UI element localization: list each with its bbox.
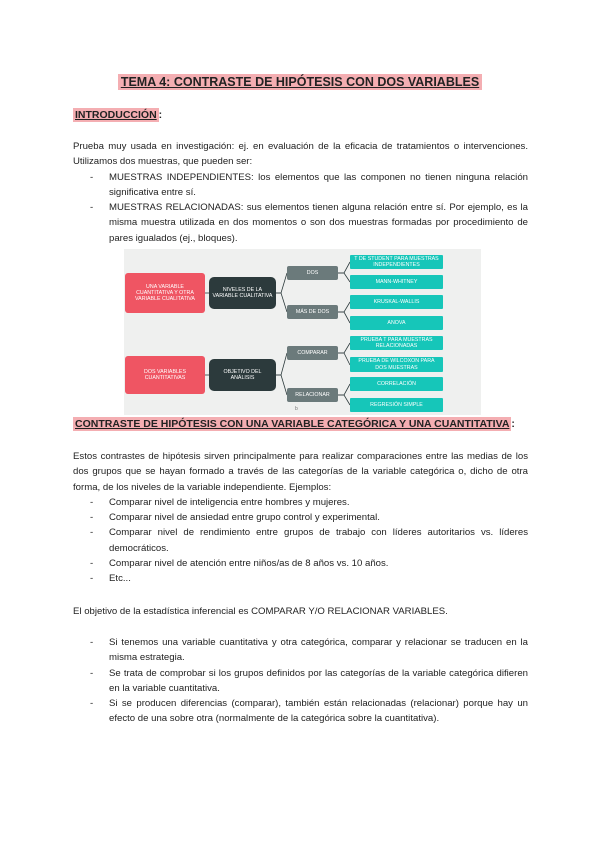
node-objective: OBJETIVO DEL ANÁLISIS [209,359,276,391]
objective-statement: El objetivo de la estadística inferencial es COMPARAR Y/O RELACIONAR VARIABLES. [73,606,448,617]
list-item [73,495,528,510]
node-wilcoxon: PRUEBA DE WILCOXON PARA DOS MUESTRAS [350,357,443,372]
section2-heading: CONTRASTE DE HIPÓTESIS CON UNA VARIABLE CATEGÓRICA Y UNA CUANTITATIVA [75,418,510,430]
list-item-text: - Comparar nivel de atención entre niños/as de 8 años vs. 10 años. [109,558,389,570]
intro-list [73,170,528,246]
node-regresion: REGRESIÓN SIMPLE [350,398,443,412]
list-item-text: - Si tenemos una variable cuantitativa y otra categórica, comparar y relacionar se traducen en la misma estrategia. [109,637,528,664]
node-anova: ANOVA [350,316,443,330]
connector-line [338,353,350,365]
connector-line [276,353,287,375]
list-item [73,200,528,246]
list-item [73,510,528,525]
list-item-text: - MUESTRAS RELACIONADAS: sus elementos tienen alguna relación entre sí. Por ejemplo, es la misma muestra utilizada en dos momentos o son dos muestras formadas por procedimiento de pares igualados (ej., bloques). [109,202,528,244]
node-relacionar: RELACIONAR [287,388,338,402]
list-item [73,696,528,727]
test-selection-diagram [124,249,481,415]
section2-heading-wrap [73,418,515,430]
list-item-text: - Comparar nivel de ansiedad entre grupo control y experimental. [109,512,380,524]
node-dos: DOS [287,266,338,280]
node-mas-de-dos: MÁS DE DOS [287,305,338,319]
node-mann-whitney: MANN-WHITNEY [350,275,443,289]
connector-line [338,343,350,353]
node-comparar: COMPARAR [287,346,338,360]
connector-line [338,312,350,323]
section2-heading-suffix: : [511,418,515,430]
connector-line [338,384,350,395]
connector-line [338,302,350,312]
connector-line [276,375,287,395]
intro-heading-suffix: : [158,109,163,121]
list-item-text: - Se trata de comprobar si los grupos definidos por las categorías de la variable categórica difieren en la variable cuantitativa. [109,667,528,694]
connector-line [338,395,350,405]
list-item-text: - Comparar nivel de inteligencia entre hombres y mujeres. [109,496,350,508]
connector-line [338,262,350,273]
node-two-quant: DOS VARIABLES CUANTITATIVAS [125,356,205,394]
bullets-list [73,635,528,727]
section2-body [73,449,528,587]
node-correlacion: CORRELACIÓN [350,377,443,391]
list-item [73,170,528,201]
intro-heading-wrap [73,109,162,121]
list-item [73,571,528,586]
node-levels: NIVELES DE LA VARIABLE CUALITATIVA [209,277,276,309]
examples-list [73,495,528,587]
node-t-relacionadas: PRUEBA T PARA MUESTRAS RELACIONADAS [350,336,443,350]
list-item [73,666,528,697]
list-item [73,556,528,571]
section2-paragraph: Estos contrastes de hipótesis sirven principalmente para realizar comparaciones entre las medias de los dos grupos que se hayan formado a través de las categorías de la variable categórica o, dicho de otra forma, de los niveles de la variable independiente. Ejemplos: [73,451,528,493]
list-item-text: - Etc... [109,573,131,585]
list-item-text: - MUESTRAS INDEPENDIENTES: los elementos que las componen no tienen ninguna relación significativa entre sí. [109,171,528,198]
connector-line [338,273,350,282]
intro-heading: INTRODUCCIÓN [75,109,157,121]
page-title: TEMA 4: CONTRASTE DE HIPÓTESIS CON DOS VARIABLES [118,74,482,90]
list-item [73,635,528,666]
connector-line [276,293,287,312]
node-quant-qual: UNA VARIABLE CUANTITATIVA Y OTRA VARIABLE CUALITATIVA [125,273,205,313]
list-item-text: - Comparar nivel de rendimiento entre grupos de trabajo con líderes autoritarios vs. líderes democráticos. [109,527,528,554]
list-item-text: - Si se producen diferencias (comparar), también están relacionadas (relacionar) porque hay un efecto de una sobre otra (normalmente de la categórica sobre la cuantitativa). [109,698,528,725]
intro-paragraph: Prueba muy usada en investigación: ej. en evaluación de la eficacia de tratamientos o intervenciones. Utilizamos dos muestras, que pueden ser: [73,141,528,168]
list-item [73,525,528,556]
page-title-wrap [0,73,600,91]
diagram-footnote: b [295,406,298,412]
intro-section [73,139,528,246]
connector-line [276,273,287,293]
section2-bullets [73,635,528,727]
node-kruskal-wallis: KRUSKAL-WALLIS [350,295,443,309]
node-t-student: T DE STUDENT PARA MUESTRAS INDEPENDIENTES [350,255,443,269]
